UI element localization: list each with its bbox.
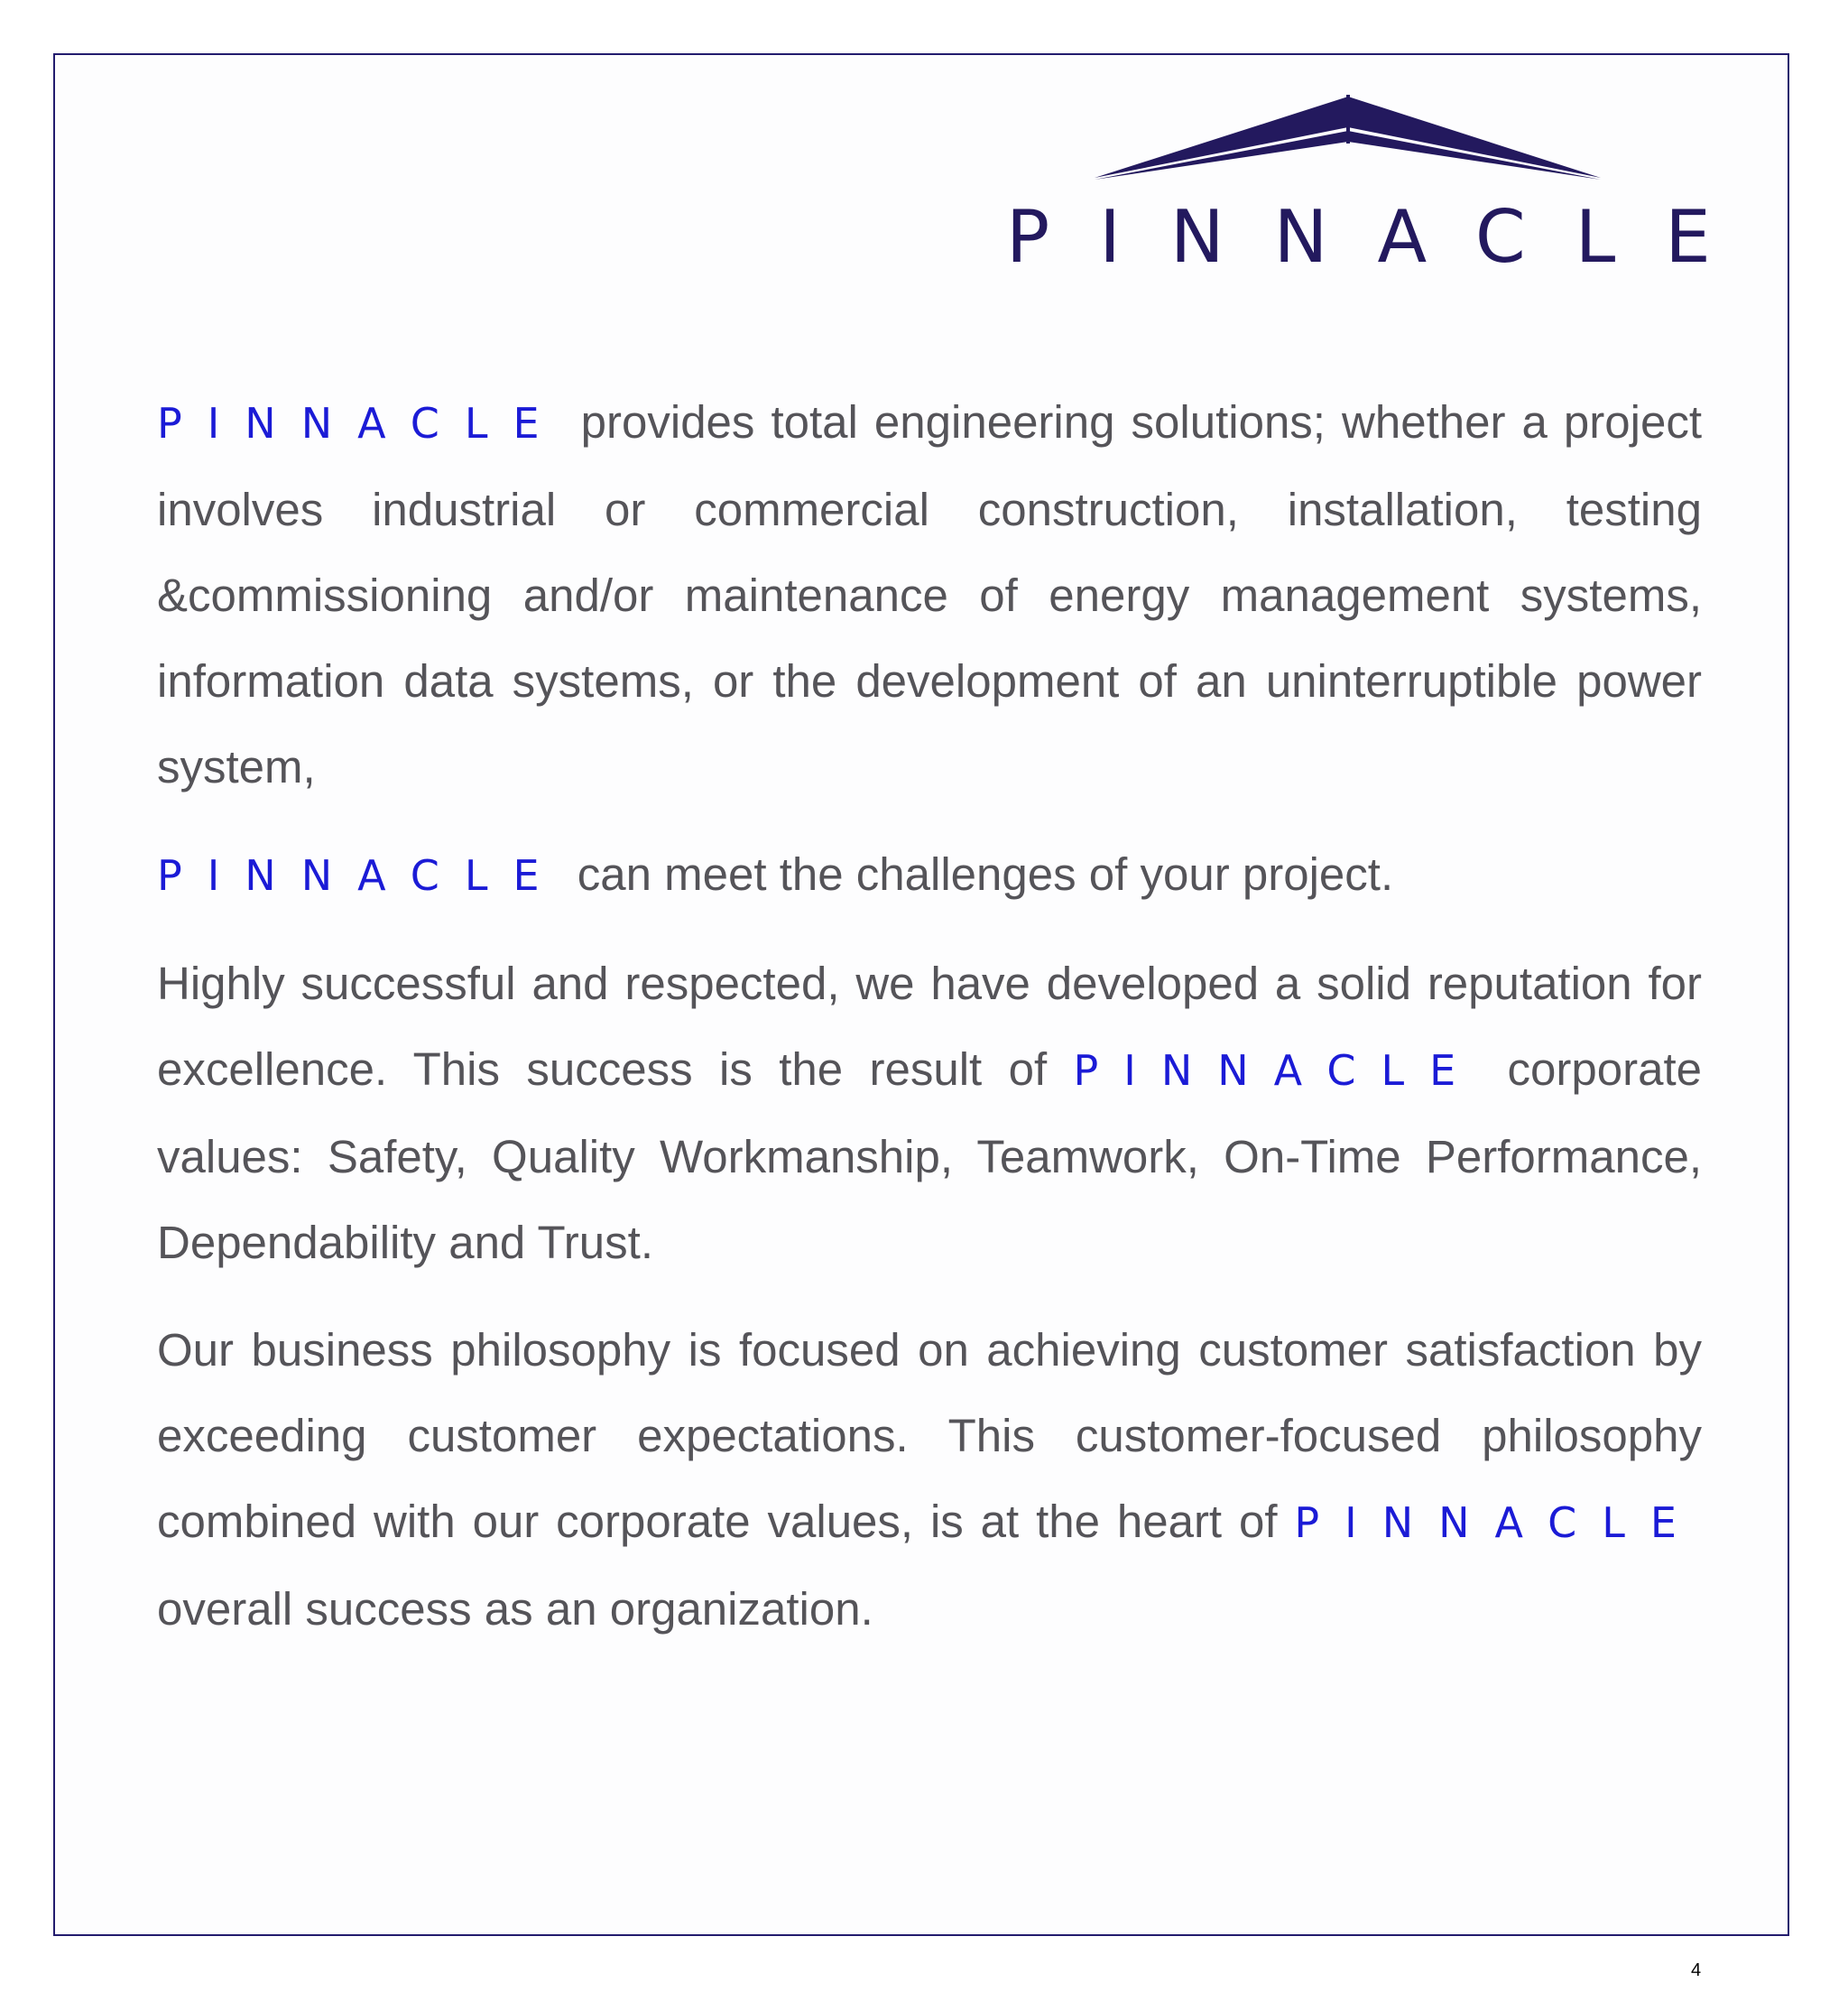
- paragraph-text: can meet the challenges of your project.: [564, 848, 1394, 900]
- page-number: 4: [1691, 1960, 1702, 1980]
- paragraph-values: [157, 940, 1702, 1285]
- paragraph-text: corporate values: Safety, Quality Workmanship, Teamwork, On-Time Performance, Dependability and Trust.: [157, 1043, 1703, 1268]
- paragraph-text: overall success as an organization.: [157, 1583, 873, 1635]
- brand-name: PINNACLE: [1073, 1046, 1482, 1095]
- paragraph-challenges: [157, 831, 1702, 919]
- paragraph-philosophy: [157, 1307, 1702, 1652]
- paragraph-text: Highly successful and respected, we have developed a solid reputation for excellence. This success is the result of: [157, 958, 1702, 1095]
- brand-name: PINNACLE: [157, 399, 565, 448]
- logo-wordmark: PINNACLE: [1006, 195, 1760, 279]
- brand-name: PINNACLE: [157, 851, 565, 900]
- paragraph-text: provides total engineering solutions; whether a project involves industrial or commercial construction, installation, testing &commissioning and/or maintenance of energy management systems, information data systems, or the development of an uninterruptible power system,: [157, 396, 1702, 792]
- paragraph-text: Our business philosophy is focused on achieving customer satisfaction by exceeding customer expectations. This customer-focused philosophy combined with our corporate values, is at the heart of: [157, 1324, 1702, 1547]
- paragraph-intro: [157, 379, 1702, 810]
- body-content: [157, 379, 1702, 1673]
- pinnacle-logo: [1002, 95, 1760, 279]
- brand-name: PINNACLE: [1294, 1498, 1702, 1547]
- roof-peak-icon: [1002, 95, 1705, 185]
